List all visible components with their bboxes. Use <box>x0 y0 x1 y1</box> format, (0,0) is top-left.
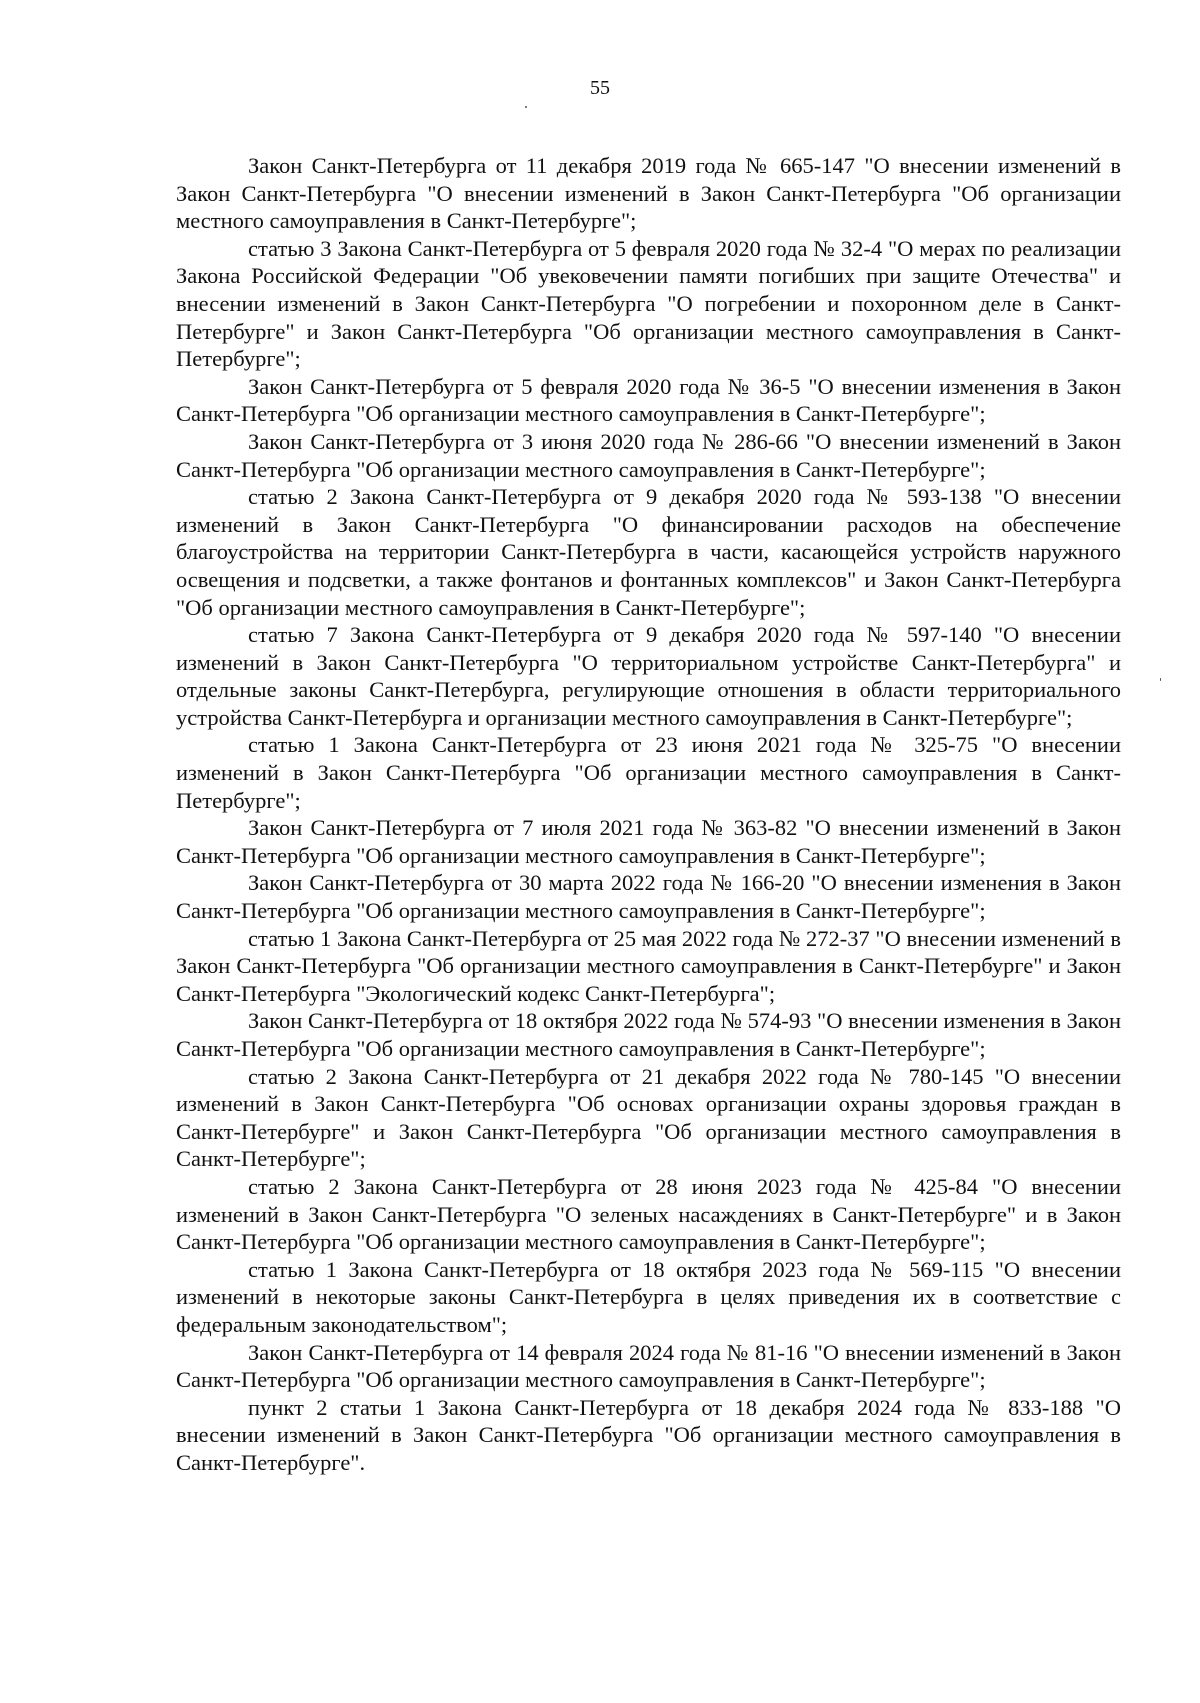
law-entry: пункт 2 статьи 1 Закона Санкт-Петербурга от 18 декабря 2024 года № 833-188 "О внесении изменений в Закон Санкт-Петербурга "Об организации местного самоуправления в Санкт-Петербурге". <box>176 1394 1121 1475</box>
law-entry: статью 2 Закона Санкт-Петербурга от 28 июня 2023 года № 425-84 "О внесении изменений в Закон Санкт-Петербурга "О зеленых насаждениях в Санкт-Петербурге" и в Закон Санкт-Петербурга "Об организации местного самоуправления в Санкт-Петербурге"; <box>176 1173 1121 1255</box>
law-entry: статью 7 Закона Санкт-Петербурга от 9 декабря 2020 года № 597-140 "О внесении изменений в Закон Санкт-Петербурга "О территориальном устройстве Санкт-Петербурга" и отдельные законы Санкт-Петербурга, регулирующие отношения в области территориального устройства Санкт-Петербурга и организации местного самоуправления в Санкт-Петербурге"; <box>176 622 1121 730</box>
law-entry: Закон Санкт-Петербурга от 11 декабря 2019 года № 665-147 "О внесении изменений в Закон Санкт-Петербурга "О внесении изменений в Закон Санкт-Петербурга "Об организации местного самоуправления в Санкт-Петербурге"; <box>176 153 1121 234</box>
law-entry: Закон Санкт-Петербурга от 5 февраля 2020 года № 36-5 "О внесении изменения в Закон Санкт-Петербурга "Об организации местного самоуправления в Санкт-Петербурге"; <box>176 373 1121 427</box>
law-entry: Закон Санкт-Петербурга от 7 июля 2021 года № 363-82 "О внесении изменений в Закон Санкт-Петербурга "Об организации местного самоуправления в Санкт-Петербурге"; <box>176 815 1121 868</box>
law-entry: статью 1 Закона Санкт-Петербурга от 25 мая 2022 года № 272-37 "О внесении изменений в Закон Санкт-Петербурга "Об организации местного самоуправления в Санкт-Петербурге" и Закон Санкт-Петербурга "Экологический кодекс Санкт-Петербурга"; <box>176 925 1121 1006</box>
scan-speck <box>1160 678 1161 681</box>
law-entry: Закон Санкт-Петербурга от 30 марта 2022 года № 166-20 "О внесении изменения в Закон Санкт-Петербурга "Об организации местного самоуправления в Санкт-Петербурге"; <box>176 870 1121 924</box>
law-entry: статью 1 Закона Санкт-Петербурга от 18 октября 2023 года № 569-115 "О внесении изменений в некоторые законы Санкт-Петербурга в целях приведения их в соответствие с федеральным законодательством"; <box>176 1256 1121 1337</box>
page-number: 55 <box>590 77 610 99</box>
law-entry: Закон Санкт-Петербурга от 3 июня 2020 года № 286-66 "О внесении изменений в Закон Санкт-Петербурга "Об организации местного самоуправления в Санкт-Петербурге"; <box>176 428 1121 482</box>
law-entry: статью 2 Закона Санкт-Петербурга от 21 декабря 2022 года № 780-145 "О внесении изменений в Закон Санкт-Петербурга "Об основах организации охраны здоровья граждан в Санкт-Петербурге" и Закон Санкт-Петербурга "Об организации местного самоуправления в Санкт-Петербурге"; <box>176 1063 1121 1172</box>
law-entry: Закон Санкт-Петербурга от 18 октября 2022 года № 574-93 "О внесении изменения в Закон Санкт-Петербурга "Об организации местного самоуправления в Санкт-Петербурге"; <box>176 1008 1121 1061</box>
law-entry: Закон Санкт-Петербурга от 14 февраля 2024 года № 81-16 "О внесении изменений в Закон Санкт-Петербурга "Об организации местного самоуправления в Санкт-Петербурге"; <box>176 1339 1121 1393</box>
law-entry: статью 3 Закона Санкт-Петербурга от 5 февраля 2020 года № 32-4 "О мерах по реализации Закона Российской Федерации "Об увековечении памяти погибших при защите Отечества" и внесении изменений в Закон Санкт-Петербурга "О погребении и похоронном деле в Санкт-Петербурге" и Закон Санкт-Петербурга "Об организации местного самоуправления в Санкт-Петербурге"; <box>176 235 1121 372</box>
law-entry: статью 1 Закона Санкт-Петербурга от 23 июня 2021 года № 325-75 "О внесении изменений в Закон Санкт-Петербурга "Об организации местного самоуправления в Санкт-Петербурге"; <box>176 732 1121 813</box>
document-body <box>176 152 1121 1477</box>
law-entry: статью 2 Закона Санкт-Петербурга от 9 декабря 2020 года № 593-138 "О внесении изменений в Закон Санкт-Петербурга "О финансировании расходов на обеспечение благоустройства на территории Санкт-Петербурга в части, касающейся устройств наружного освещения и подсветки, а также фонтанов и фонтанных комплексов" и Закон Санкт-Петербурга "Об организации местного самоуправления в Санкт-Петербурге"; <box>176 484 1121 620</box>
scan-speck <box>525 106 527 108</box>
